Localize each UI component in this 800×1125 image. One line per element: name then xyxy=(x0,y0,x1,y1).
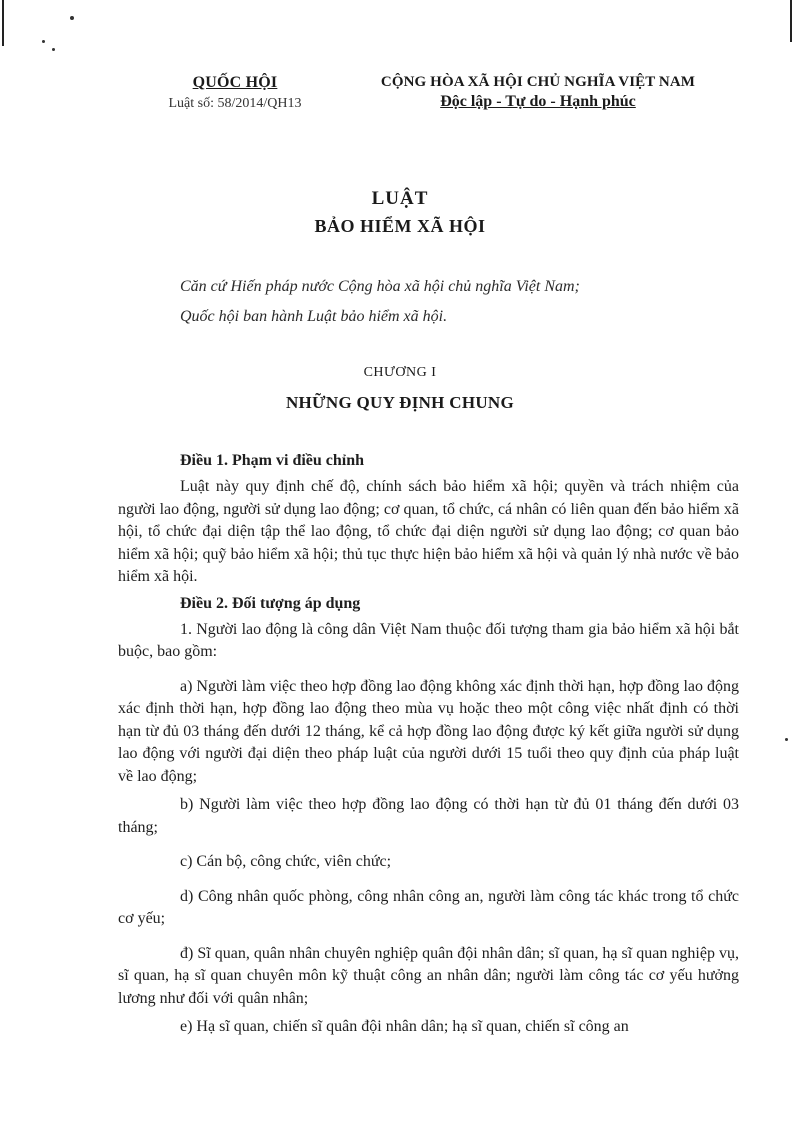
article-2-point-a: a) Người làm việc theo hợp đồng lao động không xác định thời hạn, hợp đồng lao động xác định thời hạn, hợp đồng lao động theo mùa vụ hoặc theo một công việc nhất định có thời hạn từ đủ 03 tháng đến dưới 12 tháng, kể cả hợp đồng lao động được ký kết giữa người sử dụng lao động với người đại diện theo pháp luật của người dưới 15 tuổi theo quy định của pháp luật về lao động; xyxy=(118,677,739,785)
scan-edge-line xyxy=(790,0,792,42)
nation-name: CỘNG HÒA XÃ HỘI CHỦ NGHĨA VIỆT NAM xyxy=(380,74,696,90)
document-body xyxy=(118,452,739,1045)
national-motto: Độc lập - Tự do - Hạnh phúc xyxy=(440,93,636,110)
scan-speck xyxy=(42,40,45,43)
chapter-name: NHỮNG QUY ĐỊNH CHUNG xyxy=(285,393,515,412)
scan-speck xyxy=(785,738,788,741)
preamble-line-2: Quốc hội ban hành Luật bảo hiểm xã hội. xyxy=(180,308,448,325)
scan-edge-line xyxy=(2,0,4,46)
chapter-number: CHƯƠNG I xyxy=(363,365,437,380)
document-header xyxy=(0,74,800,124)
issuing-agency: QUỐC HỘI xyxy=(192,74,278,91)
scan-speck xyxy=(52,48,55,51)
article-2-point-c: c) Cán bộ, công chức, viên chức; xyxy=(180,853,392,870)
article-1-title: Điều 1. Phạm vi điều chỉnh xyxy=(180,452,365,469)
article-1-text: Luật này quy định chế độ, chính sách bảo hiểm xã hội; quyền và trách nhiệm của người lao động, người sử dụng lao động; cơ quan, tổ chức, cá nhân có liên quan đến bảo hiểm xã hội, tổ chức đại diện tập thể lao động, tổ chức đại diện người sử dụng lao động; cơ quan bảo hiểm xã hội; quỹ bảo hiểm xã hội; thủ tục thực hiện bảo hiểm xã hội và quản lý nhà nước về bảo hiểm xã hội. xyxy=(118,478,739,585)
title-line-2: BẢO HIỂM XÃ HỘI xyxy=(314,216,486,236)
article-2-point-dd: đ) Sĩ quan, quân nhân chuyên nghiệp quân đội nhân dân; sĩ quan, hạ sĩ quan nghiệp vụ, sĩ quan, hạ sĩ quan chuyên môn kỹ thuật công an nhân dân; người làm công tác cơ yếu hưởng lương như đối với quân nhân; xyxy=(118,944,739,1007)
document-title xyxy=(0,188,800,237)
law-number: Luật số: 58/2014/QH13 xyxy=(168,96,302,111)
preamble-line-1: Căn cứ Hiến pháp nước Cộng hòa xã hội chủ nghĩa Việt Nam; xyxy=(180,278,580,295)
article-2-point-e: e) Hạ sĩ quan, chiến sĩ quân đội nhân dân; hạ sĩ quan, chiến sĩ công an xyxy=(180,1018,629,1035)
issuing-agency-block xyxy=(155,74,315,112)
article-2-title: Điều 2. Đối tượng áp dụng xyxy=(180,594,361,612)
article-2-point-b: b) Người làm việc theo hợp đồng lao động có thời hạn từ đủ 01 tháng đến dưới 03 tháng; xyxy=(118,796,739,836)
article-2-clause-1: 1. Người lao động là công dân Việt Nam thuộc đối tượng tham gia bảo hiểm xã hội bắt buộc, bao gồm: xyxy=(118,620,739,660)
article-2-point-d: d) Công nhân quốc phòng, công nhân công an, người làm công tác khác trong tổ chức cơ yếu; xyxy=(118,887,739,927)
national-motto-block xyxy=(378,74,698,111)
title-line-1: LUẬT xyxy=(371,188,429,209)
scan-speck xyxy=(70,16,74,20)
preamble xyxy=(180,272,740,332)
chapter-heading xyxy=(0,365,800,413)
